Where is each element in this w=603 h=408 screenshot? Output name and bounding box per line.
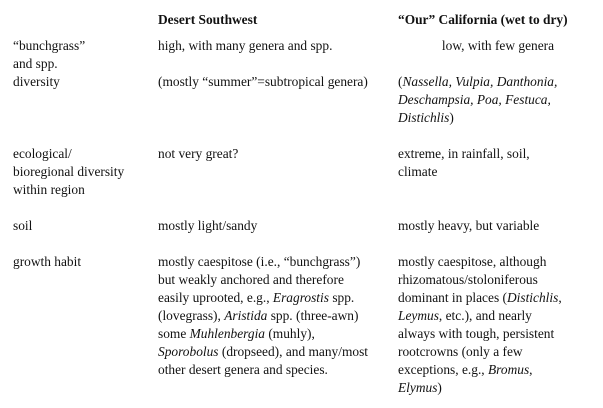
paren-close: ): [449, 110, 454, 125]
label-line: diversity: [13, 74, 60, 89]
text-line: other desert genera and species.: [158, 362, 328, 377]
text-line: [398, 289, 598, 307]
text-line: always with tough, persistent: [398, 326, 555, 341]
text-line: extreme, in rainfall, soil,: [398, 146, 530, 161]
desert-diversity-text: high, with many genera and spp.: [158, 38, 333, 53]
taxon-distichlis: Distichlis: [506, 290, 559, 305]
desert-growth-habit-text: [158, 253, 398, 379]
text-span: spp.: [328, 290, 355, 305]
header-desert-southwest: Desert Southwest: [158, 12, 258, 27]
california-ecological-text: [398, 145, 598, 181]
desert-ecological-text: not very great?: [158, 146, 239, 161]
row-label-ecological-diversity: [13, 145, 149, 199]
row-label-bunchgrass-diversity: [13, 37, 149, 91]
text-line: mostly caespitose (i.e., “bunchgrass”): [158, 254, 361, 269]
text-span: (muhly),: [265, 326, 315, 341]
text-line: [398, 379, 598, 397]
california-growth-habit-text: [398, 253, 598, 397]
text-line: [158, 307, 398, 325]
text-span: , etc.), and nearly: [438, 308, 532, 323]
label-line: and spp.: [13, 56, 58, 71]
paren-open: (: [398, 74, 403, 89]
text-span: exceptions, e.g.,: [398, 362, 488, 377]
california-soil-text: mostly heavy, but variable: [398, 218, 540, 233]
taxon-elymus: Elymus: [398, 380, 438, 395]
taxon-bromus: Bromus: [488, 362, 530, 377]
text-span: easily uprooted, e.g.,: [158, 290, 273, 305]
text-span: (lovegrass),: [158, 308, 225, 323]
label-line: “bunchgrass”: [13, 38, 86, 53]
california-diversity-genera: [398, 73, 598, 127]
taxon-leymus: Leymus: [398, 308, 439, 323]
taxon-muhlenbergia: Muhlenbergia: [189, 326, 265, 341]
text-span: (dropseed), and many/most: [218, 344, 369, 359]
text-line: rhizomatous/stoloniferous: [398, 272, 538, 287]
genera-list: Nassella, Vulpia, Danthonia, Deschampsia, Poa, Festuca, Distichlis: [398, 74, 558, 125]
text-span: ,: [529, 362, 533, 377]
label-line: ecological/: [13, 146, 72, 161]
text-span: spp. (three-awn): [267, 308, 359, 323]
text-span: dominant in places (: [398, 290, 507, 305]
row-label-growth-habit: growth habit: [13, 254, 82, 269]
row-label-soil: soil: [13, 218, 33, 233]
taxon-aristida: Aristida: [224, 308, 268, 323]
text-line: mostly caespitose, although: [398, 254, 547, 269]
header-our-california: “Our” California (wet to dry): [398, 12, 568, 27]
text-line: [158, 325, 398, 343]
label-line: bioregional diversity: [13, 164, 125, 179]
text-line: [158, 343, 398, 361]
california-diversity-text: low, with few genera: [441, 38, 555, 53]
taxon-eragrostis: Eragrostis: [272, 290, 329, 305]
text-line: rootcrowns (only a few: [398, 344, 523, 359]
text-line: [398, 307, 598, 325]
text-span: ,: [558, 290, 562, 305]
desert-soil-text: mostly light/sandy: [158, 218, 258, 233]
label-line: within region: [13, 182, 85, 197]
text-line: [158, 289, 398, 307]
text-span: some: [158, 326, 190, 341]
taxon-sporobolus: Sporobolus: [158, 344, 219, 359]
text-line: but weakly anchored and therefore: [158, 272, 344, 287]
desert-diversity-note: (mostly “summer”=subtropical genera): [158, 74, 368, 89]
text-line: climate: [398, 164, 438, 179]
text-span: ): [437, 380, 442, 395]
text-line: [398, 361, 598, 379]
